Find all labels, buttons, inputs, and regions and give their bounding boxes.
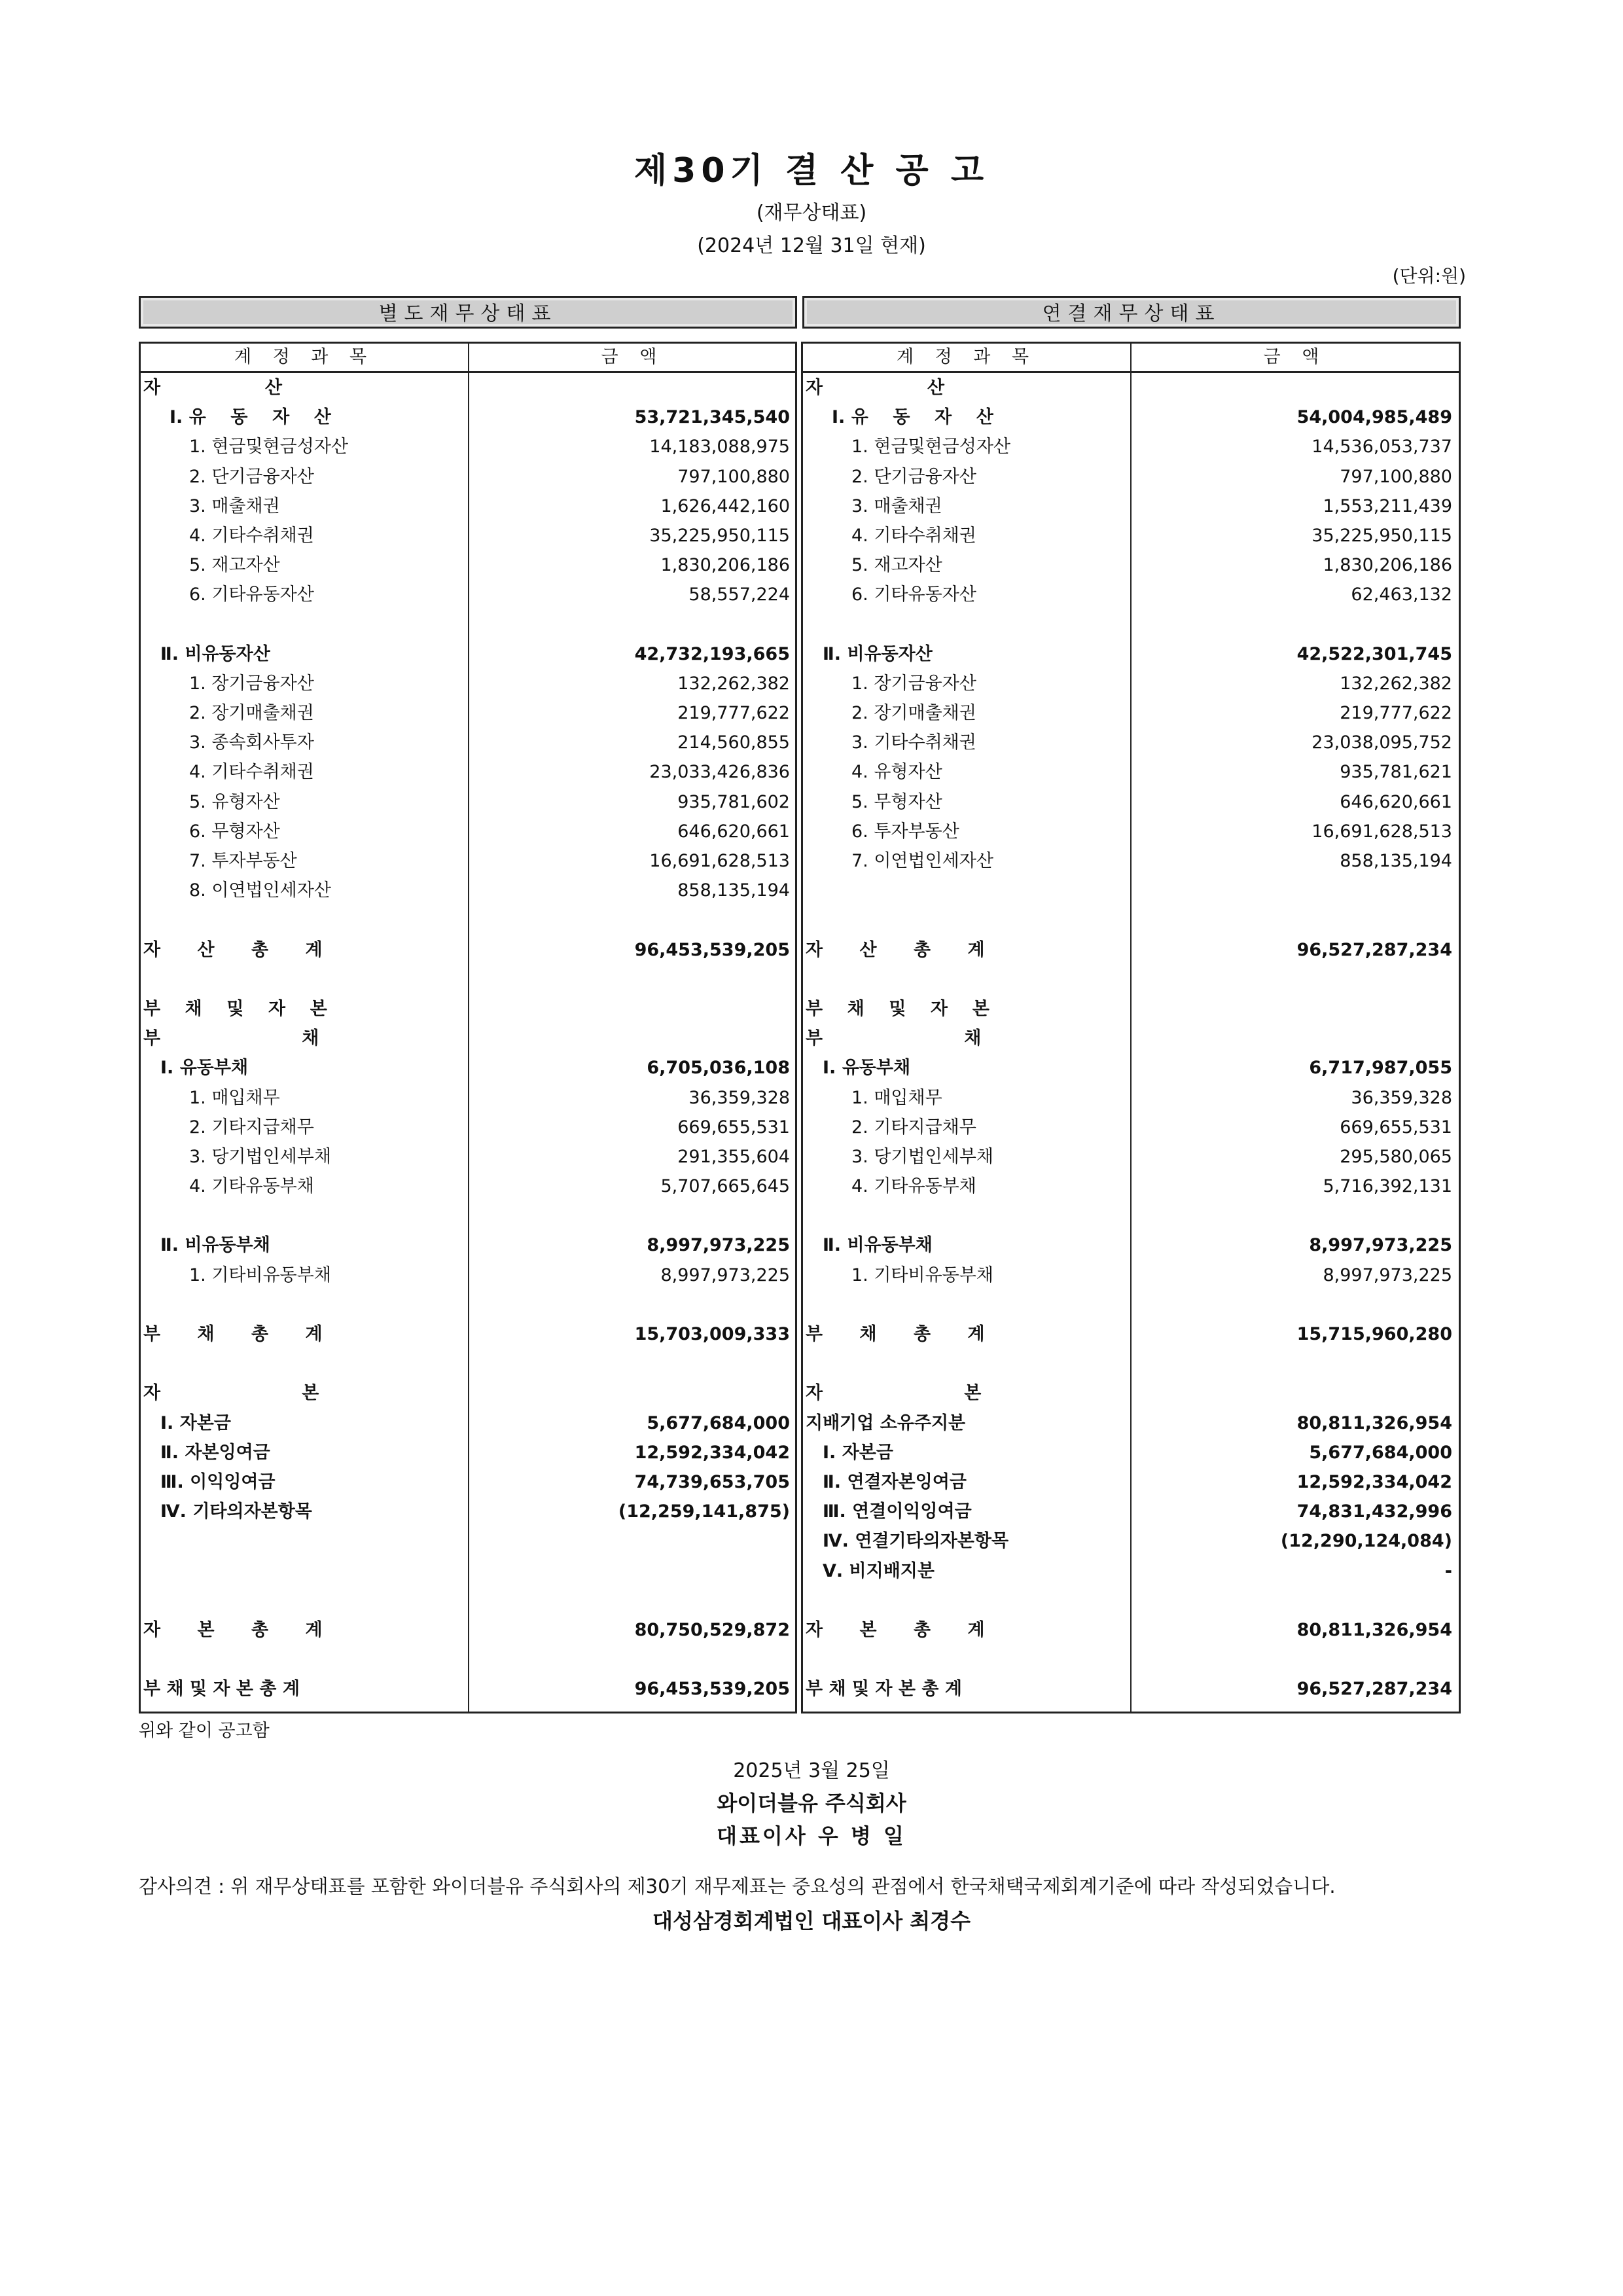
account-label: 2. 장기매출채권 (189, 703, 314, 724)
account-label: 1. 기타비유동부채 (189, 1265, 331, 1285)
account-label: Ⅱ. 자본잉여금 (160, 1442, 270, 1463)
amount-value: 80,811,326,954 (1296, 1619, 1452, 1640)
amount-value (1133, 610, 1452, 639)
amount-value (471, 1586, 790, 1615)
auditor-signature: 대성삼경회계법인 대표이사 최경수 (652, 1909, 971, 1933)
account-label: Ⅴ. 비지배지분 (823, 1560, 935, 1581)
table-row (803, 1053, 1459, 1083)
amount-value: 132,262,382 (677, 673, 790, 694)
amount-value: 935,781,602 (677, 791, 790, 812)
table-row (803, 1083, 1459, 1113)
amount-value: 797,100,880 (677, 466, 790, 487)
amount-value: 132,262,382 (1340, 673, 1452, 694)
account-label: 6. 기타유동자산 (851, 584, 976, 605)
account-label: 부 채 및 자 본 (806, 998, 990, 1019)
table-row (141, 1290, 795, 1319)
unit-label: (단위:원) (1392, 265, 1466, 287)
amount-value: 6,705,036,108 (647, 1058, 790, 1079)
amount-value: - (1444, 1560, 1452, 1581)
account-label: 4. 기타수취채권 (189, 762, 314, 783)
table-row (141, 787, 795, 817)
account-label: 6. 무형자산 (189, 821, 280, 842)
table-row (141, 1172, 795, 1201)
table-row (141, 580, 795, 609)
account-label: 4. 기타유동부채 (189, 1176, 314, 1197)
amount-value: 16,691,628,513 (649, 851, 790, 871)
table-row (803, 757, 1459, 787)
table-row (803, 669, 1459, 698)
amount-value (1133, 994, 1452, 1024)
table-row (803, 1497, 1459, 1526)
table-row (803, 550, 1459, 580)
table-row (803, 580, 1459, 609)
amount-value: 8,997,973,225 (1309, 1235, 1452, 1256)
account-label: 자 본 총 계 (806, 1619, 985, 1640)
account-label: 7. 이연법인세자산 (851, 851, 993, 871)
amount-value: 12,592,334,042 (634, 1442, 790, 1463)
account-label: 부 채 및 자 본 (143, 998, 327, 1019)
table-row (803, 1290, 1459, 1319)
amount-value: 219,777,622 (1340, 703, 1452, 724)
table-row (803, 1319, 1459, 1349)
account-label: 자 산 (143, 378, 282, 398)
account-label: 5. 유형자산 (189, 791, 280, 812)
amount-value (1133, 1024, 1452, 1053)
account-label: 자 본 (143, 1383, 319, 1404)
account-label: 자 산 총 계 (143, 939, 323, 960)
account-label: 2. 단기금융자산 (851, 466, 976, 487)
statement-subtitle: (재무상태표) (756, 202, 867, 224)
table-row (803, 817, 1459, 846)
amount-value (471, 1290, 790, 1319)
account-label: 2. 기타지급채무 (189, 1117, 314, 1138)
account-label: 1. 장기금융자산 (851, 673, 976, 694)
amount-header: 금 액 (601, 347, 665, 367)
amount-value: 12,592,334,042 (1296, 1471, 1452, 1492)
table-row (141, 757, 795, 787)
account-label: Ⅲ. 이익잉여금 (160, 1471, 276, 1492)
amount-value: 214,560,855 (677, 732, 790, 753)
amount-value: 669,655,531 (677, 1117, 790, 1138)
amount-value: 5,707,665,645 (660, 1176, 790, 1197)
amount-value: 858,135,194 (1340, 851, 1452, 871)
amount-value: 53,721,345,540 (634, 407, 790, 428)
amount-value (1133, 1349, 1452, 1378)
account-label: 부 채 및 자 본 총 계 (143, 1679, 300, 1700)
consolidated-rows (803, 373, 1459, 1704)
table-row (141, 639, 795, 669)
amount-value (471, 610, 790, 639)
account-label: 3. 종속회사투자 (189, 732, 314, 753)
amount-value: 8,997,973,225 (1323, 1265, 1452, 1285)
amount-value (1133, 876, 1452, 905)
account-label: 3. 기타수취채권 (851, 732, 976, 753)
table-row (803, 1408, 1459, 1438)
amount-value: 295,580,065 (1340, 1146, 1452, 1167)
amount-value (471, 994, 790, 1024)
amount-value: 5,677,684,000 (1309, 1442, 1452, 1463)
account-label: 부 채 총 계 (806, 1324, 985, 1344)
account-label: 부 채 (143, 1028, 319, 1049)
table-row (803, 1615, 1459, 1645)
footnote: 위와 같이 공고함 (139, 1721, 270, 1741)
table-row (803, 935, 1459, 965)
table-row (803, 1438, 1459, 1467)
table-row (803, 876, 1459, 905)
amount-value: 54,004,985,489 (1296, 407, 1452, 428)
account-label: 4. 기타수취채권 (851, 525, 976, 546)
amount-value (471, 1349, 790, 1378)
amount-value: 219,777,622 (677, 703, 790, 724)
account-label: 2. 단기금융자산 (189, 466, 314, 487)
table-row (141, 1408, 795, 1438)
amount-value: 35,225,950,115 (649, 525, 790, 546)
table-row (141, 1378, 795, 1408)
amount-value: 42,732,193,665 (634, 643, 790, 664)
account-label: 6. 기타유동자산 (189, 584, 314, 605)
account-label: 4. 유형자산 (851, 762, 942, 783)
account-label: Ⅳ. 기타의자본항목 (160, 1501, 312, 1522)
account-label: 자 본 (806, 1383, 982, 1404)
table-row (803, 965, 1459, 994)
table-row (141, 965, 795, 994)
separate-banner: 별도재무상태표 (139, 296, 797, 329)
account-label: Ⅰ. 유동부채 (823, 1058, 911, 1079)
table-row (141, 935, 795, 965)
account-label: 3. 당기법인세부채 (189, 1146, 331, 1167)
table-row (803, 698, 1459, 728)
table-row (803, 639, 1459, 669)
amount-value: 5,677,684,000 (647, 1412, 790, 1433)
amount-value: 80,811,326,954 (1296, 1412, 1452, 1433)
table-row (141, 610, 795, 639)
table-row (803, 1024, 1459, 1053)
account-label: 3. 당기법인세부채 (851, 1146, 993, 1167)
amount-value: 23,033,426,836 (649, 762, 790, 783)
amount-value: 935,781,621 (1340, 762, 1452, 783)
amount-value: 96,453,539,205 (634, 939, 790, 960)
table-row (141, 817, 795, 846)
amount-value: (12,290,124,084) (1280, 1531, 1452, 1552)
amount-value: 1,830,206,186 (660, 555, 790, 576)
amount-value (1133, 1378, 1452, 1408)
table-row (803, 1526, 1459, 1556)
account-label: Ⅰ. 자본금 (160, 1412, 231, 1433)
table-row (803, 610, 1459, 639)
table-row (803, 521, 1459, 550)
table-row (141, 876, 795, 905)
table-row (141, 1438, 795, 1467)
table-row (141, 1319, 795, 1349)
account-label: Ⅱ. 비유동자산 (823, 643, 933, 664)
account-label: 2. 기타지급채무 (851, 1117, 976, 1138)
account-label: 6. 투자부동산 (851, 821, 959, 842)
account-label: 지배기업 소유주지분 (806, 1412, 966, 1433)
table-row (803, 1230, 1459, 1260)
amount-value: 858,135,194 (677, 880, 790, 901)
table-row (803, 1645, 1459, 1674)
amount-value: 74,831,432,996 (1296, 1501, 1452, 1522)
account-label: 3. 매출채권 (189, 495, 280, 516)
table-row (141, 728, 795, 757)
table-row (141, 1556, 795, 1586)
amount-value (1133, 905, 1452, 935)
table-row (141, 1467, 795, 1497)
account-label: 1. 매입채무 (189, 1087, 280, 1108)
account-header: 계 정 과 목 (896, 347, 1037, 367)
amount-value (1133, 1201, 1452, 1230)
table-row (141, 669, 795, 698)
account-label: 1. 현금및현금성자산 (189, 437, 348, 457)
amount-value: 646,620,661 (1340, 791, 1452, 812)
table-row (803, 1349, 1459, 1378)
amount-value (471, 1201, 790, 1230)
account-label: 5. 무형자산 (851, 791, 942, 812)
as-of-date: (2024년 12월 31일 현재) (697, 234, 926, 257)
amount-value: 8,997,973,225 (647, 1235, 790, 1256)
table-row (803, 1113, 1459, 1142)
account-label: 1. 현금및현금성자산 (851, 437, 1010, 457)
separate-table (139, 342, 797, 1713)
amount-value: 797,100,880 (1340, 466, 1452, 487)
table-row (141, 492, 795, 521)
table-row (803, 1674, 1459, 1704)
consolidated-table (801, 342, 1461, 1713)
table-row (141, 550, 795, 580)
account-label: 1. 매입채무 (851, 1087, 942, 1108)
amount-value (471, 1024, 790, 1053)
amount-value (1133, 1290, 1452, 1319)
amount-value: (12,259,141,875) (618, 1501, 790, 1522)
amount-value (471, 1378, 790, 1408)
amount-value: 96,527,287,234 (1296, 1679, 1452, 1700)
account-label: 5. 재고자산 (189, 555, 280, 576)
account-label: 8. 이연법인세자산 (189, 880, 331, 901)
table-row (141, 846, 795, 876)
amount-value (1133, 1586, 1452, 1615)
table-row (141, 403, 795, 432)
separate-rows (141, 373, 795, 1704)
table-row (803, 1378, 1459, 1408)
amount-value: 8,997,973,225 (660, 1265, 790, 1285)
amount-value: 646,620,661 (677, 821, 790, 842)
account-label: 5. 재고자산 (851, 555, 942, 576)
table-row (803, 462, 1459, 492)
table-row (803, 1467, 1459, 1497)
table-row (803, 1261, 1459, 1290)
account-label: 자 산 총 계 (806, 939, 985, 960)
table-row (803, 432, 1459, 461)
table-row (141, 1674, 795, 1704)
account-label: 부 채 (806, 1028, 982, 1049)
table-row (141, 994, 795, 1024)
ceo-name: 대표이사 우 병 일 (717, 1823, 906, 1848)
table-row (141, 521, 795, 550)
amount-value: 15,703,009,333 (634, 1324, 790, 1344)
amount-value: 36,359,328 (688, 1087, 790, 1108)
amount-value: 1,626,442,160 (660, 495, 790, 516)
table-row (803, 787, 1459, 817)
account-label: Ⅲ. 연결이익잉여금 (823, 1501, 972, 1522)
amount-value: 14,536,053,737 (1311, 437, 1452, 457)
account-label: Ⅱ. 비유동자산 (160, 643, 270, 664)
amount-value (471, 965, 790, 994)
table-row (141, 1053, 795, 1083)
amount-value: 74,739,653,705 (634, 1471, 790, 1492)
amount-value (1133, 1645, 1452, 1674)
account-label: Ⅰ. 자본금 (823, 1442, 893, 1463)
amount-value (1133, 373, 1452, 403)
account-label: Ⅳ. 연결기타의자본항목 (823, 1531, 1009, 1552)
table-row (141, 1349, 795, 1378)
table-row (803, 994, 1459, 1024)
account-label: Ⅰ. 유동부채 (160, 1058, 249, 1079)
account-label: 자 본 총 계 (143, 1619, 323, 1640)
account-label: Ⅰ. 유 동 자 산 (169, 407, 331, 428)
account-label: Ⅱ. 비유동부채 (823, 1235, 933, 1256)
table-row (141, 1230, 795, 1260)
account-label: 부 채 및 자 본 총 계 (806, 1679, 962, 1700)
amount-value: 80,750,529,872 (634, 1619, 790, 1640)
amount-value: 14,183,088,975 (649, 437, 790, 457)
table-row (803, 403, 1459, 432)
account-label: 7. 투자부동산 (189, 851, 297, 871)
account-label: 부 채 총 계 (143, 1324, 323, 1344)
table-row (141, 432, 795, 461)
table-row (803, 728, 1459, 757)
account-label: 3. 매출채권 (851, 495, 942, 516)
amount-value (1133, 965, 1452, 994)
account-label: 1. 장기금융자산 (189, 673, 314, 694)
amount-value: 42,522,301,745 (1296, 643, 1452, 664)
amount-value: 669,655,531 (1340, 1117, 1452, 1138)
table-row (141, 905, 795, 935)
page-title: 제30기 결 산 공 고 (633, 151, 990, 190)
consolidated-banner: 연결재무상태표 (802, 296, 1461, 329)
table-row (803, 846, 1459, 876)
table-row (141, 1083, 795, 1113)
amount-value: 1,830,206,186 (1323, 555, 1452, 576)
table-row (141, 373, 795, 403)
table-row (803, 1172, 1459, 1201)
table-row (141, 1261, 795, 1290)
amount-value (471, 905, 790, 935)
amount-value: 23,038,095,752 (1311, 732, 1452, 753)
account-label: 4. 기타유동부채 (851, 1176, 976, 1197)
amount-value: 35,225,950,115 (1311, 525, 1452, 546)
table-row (141, 1615, 795, 1645)
table-row (141, 1113, 795, 1142)
amount-value (471, 373, 790, 403)
table-row (141, 1142, 795, 1172)
amount-value: 291,355,604 (677, 1146, 790, 1167)
table-row (803, 1586, 1459, 1615)
account-label: 1. 기타비유동부채 (851, 1265, 993, 1285)
amount-value (471, 1645, 790, 1674)
table-row (803, 373, 1459, 403)
audit-opinion: 감사의견 : 위 재무상태표를 포함한 와이더블유 주식회사의 제30기 재무제표는 중요성의 관점에서 한국채택국제회계기준에 따라 작성되었습니다. (139, 1875, 1336, 1897)
table-row (141, 1586, 795, 1615)
account-label: 4. 기타수취채권 (189, 525, 314, 546)
amount-value: 62,463,132 (1351, 584, 1452, 605)
table-row (803, 492, 1459, 521)
account-header: 계 정 과 목 (234, 347, 375, 367)
amount-value (471, 1556, 790, 1586)
amount-value: 36,359,328 (1351, 1087, 1452, 1108)
table-row (803, 1556, 1459, 1586)
table-row (803, 1142, 1459, 1172)
table-row (803, 1201, 1459, 1230)
table-row (141, 1497, 795, 1526)
amount-value: 5,716,392,131 (1323, 1176, 1452, 1197)
amount-value: 15,715,960,280 (1296, 1324, 1452, 1344)
table-row (141, 1526, 795, 1556)
company-name: 와이더블유 주식회사 (717, 1791, 906, 1816)
amount-value: 96,453,539,205 (634, 1679, 790, 1700)
publish-date: 2025년 3월 25일 (733, 1759, 890, 1782)
account-label: Ⅱ. 연결자본잉여금 (823, 1471, 967, 1492)
table-row (803, 905, 1459, 935)
table-row (141, 1645, 795, 1674)
account-label: Ⅱ. 비유동부채 (160, 1235, 270, 1256)
table-row (141, 698, 795, 728)
amount-value (471, 1526, 790, 1556)
amount-header: 금 액 (1263, 347, 1327, 367)
table-row (141, 462, 795, 492)
amount-value: 6,717,987,055 (1309, 1058, 1452, 1079)
account-label: 2. 장기매출채권 (851, 703, 976, 724)
table-row (141, 1201, 795, 1230)
account-label: Ⅰ. 유 동 자 산 (832, 407, 993, 428)
account-label: 자 산 (806, 378, 944, 398)
amount-value: 96,527,287,234 (1296, 939, 1452, 960)
amount-value: 16,691,628,513 (1311, 821, 1452, 842)
amount-value: 58,557,224 (688, 584, 790, 605)
amount-value: 1,553,211,439 (1323, 495, 1452, 516)
table-row (141, 1024, 795, 1053)
